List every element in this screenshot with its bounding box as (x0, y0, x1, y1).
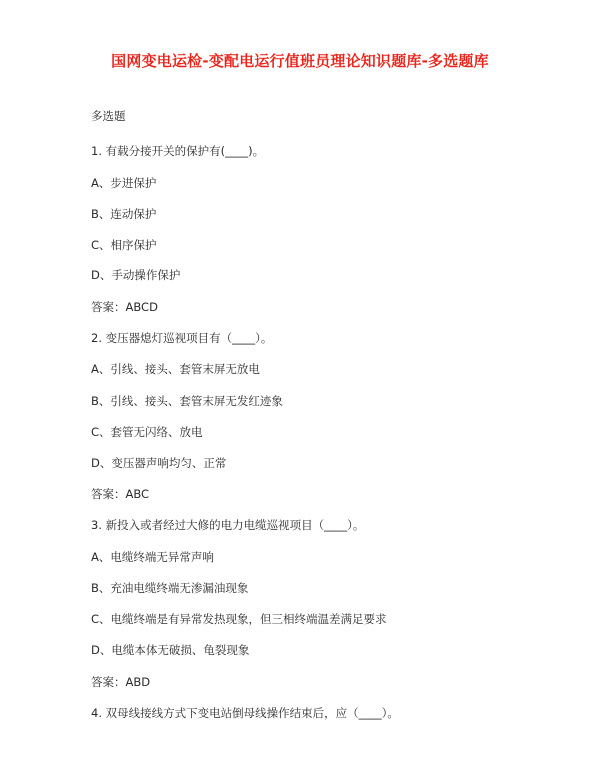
question-option: C、相序保护 (91, 238, 157, 252)
question-option: C、电缆终端是有异常发热现象，但三相终端温差满足要求 (91, 612, 387, 626)
answer-line: 答案：ABC (91, 487, 150, 501)
question-option: D、手动操作保护 (91, 268, 181, 282)
question-stem: 2. 变压器熄灯巡视项目有（____）。 (91, 331, 273, 345)
question-option: A、步进保护 (91, 176, 157, 190)
question-stem: 4. 双母线接线方式下变电站倒母线操作结束后，应（____）。 (91, 706, 399, 720)
question-option: B、引线、接头、套管末屏无发红迹象 (91, 394, 283, 408)
question-option: A、电缆终端无异常声响 (91, 550, 214, 564)
section-heading: 多选题 (91, 109, 126, 123)
question-option: D、变压器声响均匀、正常 (91, 456, 227, 470)
question-stem: 1. 有载分接开关的保护有(____)。 (91, 144, 265, 158)
question-option: B、充油电缆终端无渗漏油现象 (91, 581, 249, 595)
question-option: D、电缆本体无破损、龟裂现象 (91, 643, 250, 657)
document-title: 国网变电运检-变配电运行值班员理论知识题库-多选题库 (111, 52, 489, 70)
answer-line: 答案：ABD (91, 675, 151, 689)
question-option: C、套管无闪络、放电 (91, 425, 203, 439)
question-stem: 3. 新投入或者经过大修的电力电缆巡视项目（____）。 (91, 518, 365, 532)
question-option: A、引线、接头、套管末屏无放电 (91, 362, 260, 376)
answer-line: 答案：ABCD (91, 300, 158, 314)
question-option: B、连动保护 (91, 207, 157, 221)
